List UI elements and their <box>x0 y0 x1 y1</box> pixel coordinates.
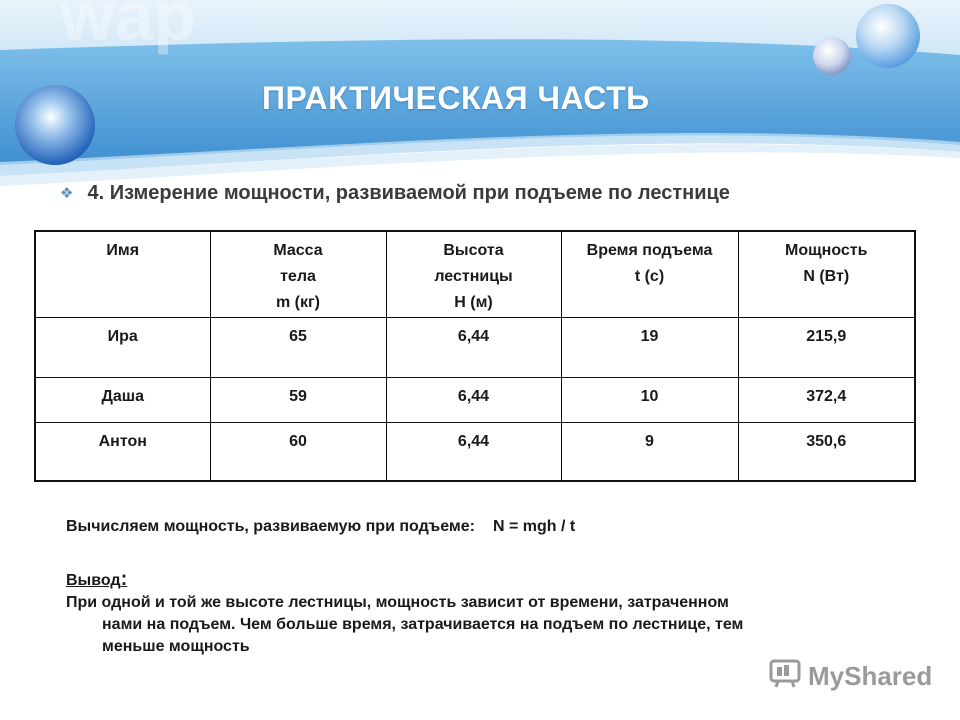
conclusion-line-2: нами на подъем. Чем больше время, затрачивается на подъем по лестнице, тем <box>102 616 744 633</box>
header-time: Время подъема t (с) <box>561 231 738 317</box>
diamond-bullet-icon: ❖ <box>60 185 74 202</box>
table-cell-name: Даша <box>35 377 210 422</box>
watermark-text: MyShared <box>808 660 933 691</box>
table-cell-power: 350,6 <box>738 422 915 481</box>
conclusion-text <box>66 592 866 658</box>
table-cell-name: Ира <box>35 317 210 377</box>
table-cell-height: 6,44 <box>386 422 561 481</box>
conclusion-line-3: меньше мощность <box>102 638 250 655</box>
measurements-table <box>34 230 916 482</box>
table-header-row <box>35 231 915 317</box>
table-row <box>35 317 915 377</box>
page-title: ПРАКТИЧЕСКАЯ ЧАСТЬ <box>262 80 650 116</box>
table-cell-time: 10 <box>561 377 738 422</box>
mysharedwatermark <box>768 656 932 696</box>
table-row <box>35 422 915 481</box>
table-cell-mass: 60 <box>210 422 386 481</box>
conclusion-label-text: Вывод <box>66 572 121 589</box>
table-row <box>35 377 915 422</box>
section-heading <box>60 179 730 207</box>
myshared-logo-icon <box>768 656 802 697</box>
conclusion-label <box>66 568 127 591</box>
conclusion-label-colon: : <box>120 568 128 590</box>
table-cell-mass: 65 <box>210 317 386 377</box>
calculation-line <box>66 518 575 536</box>
table-cell-time: 19 <box>561 317 738 377</box>
section-heading-text: 4. Измерение мощности, развиваемой при подъеме по лестнице <box>87 181 730 204</box>
header-name: Имя <box>35 231 210 317</box>
conclusion-line-1: При одной и той же высоте лестницы, мощность зависит от времени, затраченном <box>66 594 729 611</box>
table-cell-power: 372,4 <box>738 377 915 422</box>
table-cell-name: Антон <box>35 422 210 481</box>
table-cell-height: 6,44 <box>386 317 561 377</box>
table-cell-mass: 59 <box>210 377 386 422</box>
table-cell-height: 6,44 <box>386 377 561 422</box>
calculation-text: Вычисляем мощность, развиваемую при подъеме: <box>66 518 475 535</box>
power-formula: N = mgh / t <box>492 518 576 535</box>
header-mass: Масса тела m (кг) <box>210 231 386 317</box>
table-cell-time: 9 <box>561 422 738 481</box>
svg-text:wap: wap <box>60 0 197 55</box>
header-height: Высота лестницы H (м) <box>386 231 561 317</box>
table-cell-power: 215,9 <box>738 317 915 377</box>
header-power: Мощность N (Вт) <box>738 231 915 317</box>
